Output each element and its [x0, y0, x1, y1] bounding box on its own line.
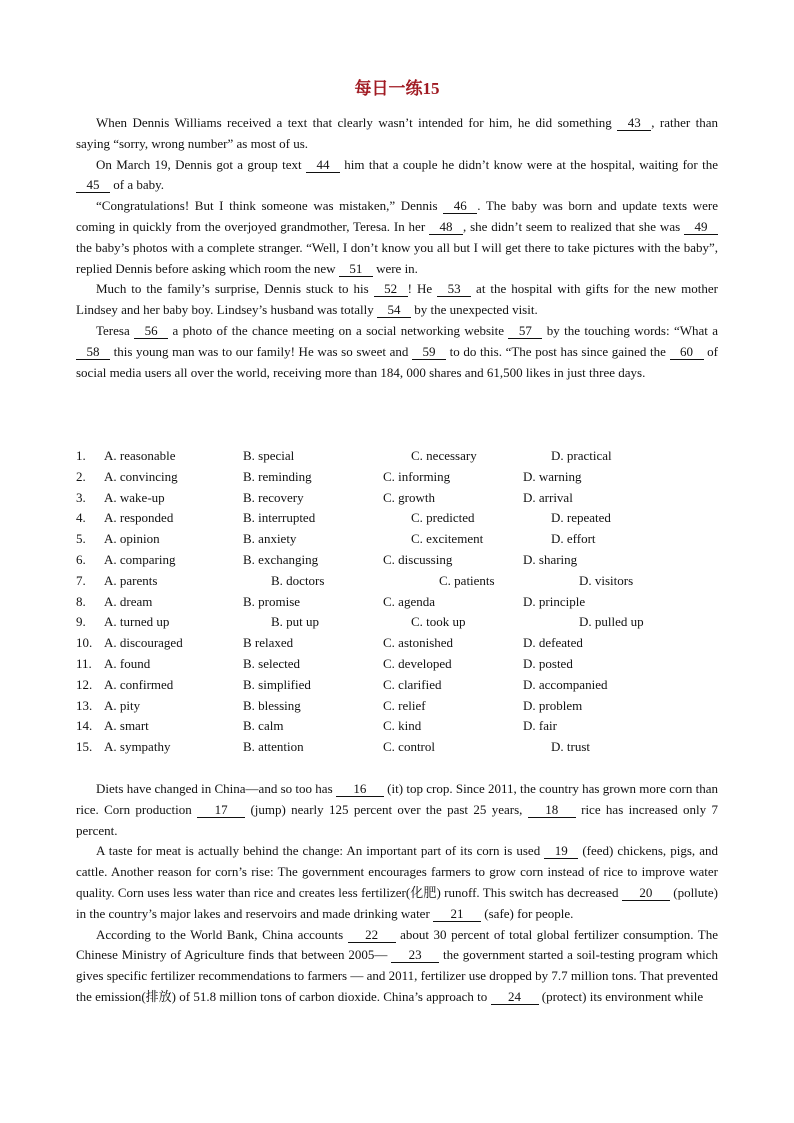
option-b: B. interrupted [243, 510, 316, 526]
paragraph [76, 279, 718, 321]
passage-cloze [76, 113, 718, 383]
text-run: (safe) for people. [481, 905, 574, 921]
option-d: D. defeated [523, 635, 583, 651]
option-row [76, 467, 736, 488]
blank-number: 51 [339, 261, 373, 277]
option-c: C. informing [383, 468, 451, 484]
option-number: 3. [76, 489, 86, 505]
option-number: 8. [76, 593, 86, 609]
option-b: B. anxiety [243, 531, 297, 547]
text-run: (pollute) in the country’s major lakes and reservoirs and made drinking water [76, 884, 718, 921]
option-c: C. necessary [411, 448, 477, 463]
option-number: 9. [76, 614, 86, 630]
text-run: of social media users all over the world, receiving more than 184, 000 shares and 61,500 likes in just three days. [76, 343, 718, 380]
blank-number: 16 [336, 781, 384, 797]
option-number: 1. [76, 448, 86, 463]
option-number: 4. [76, 510, 86, 526]
option-b: B. selected [243, 655, 301, 671]
paragraph [76, 321, 718, 383]
option-c: C. astonished [383, 635, 454, 651]
option-a: A. comparing [104, 551, 176, 567]
text-run: (it) top crop. Since 2011, the country has grown more corn than rice. Corn production [76, 781, 718, 817]
option-d: D. principle [523, 593, 586, 609]
option-number: 15. [76, 739, 93, 755]
blank-number: 60 [670, 344, 704, 360]
option-number: 2. [76, 468, 86, 484]
option-b: B. reminding [243, 468, 312, 484]
option-c: C. predicted [411, 510, 475, 526]
option-c: C. relief [383, 697, 426, 713]
blank-number: 59 [412, 344, 446, 360]
option-number: 13. [76, 697, 93, 713]
passage-grammar-fill [76, 779, 718, 1008]
text-run: (jump) nearly 125 percent over the past 25 years, [245, 801, 528, 817]
option-a: A. confirmed [104, 676, 174, 692]
option-a: A. parents [104, 572, 158, 588]
option-row [76, 488, 736, 509]
option-b: B. put up [271, 614, 320, 630]
blank-number: 54 [377, 302, 411, 318]
option-row [76, 550, 736, 571]
option-number: 7. [76, 572, 86, 588]
option-row [76, 696, 736, 717]
blank-number: 56 [134, 323, 168, 339]
option-number: 10. [76, 635, 93, 651]
option-c: C. discussing [383, 551, 453, 567]
text-run: . The baby was born and update texts were coming in quickly from the overjoyed grandmother, Teresa. In her [76, 198, 718, 234]
option-a: A. discouraged [104, 635, 183, 651]
option-c: C. patients [439, 572, 495, 588]
option-row [76, 612, 736, 633]
option-d: D. pulled up [579, 614, 644, 630]
option-c: C. excitement [411, 531, 484, 547]
option-a: A. sympathy [104, 739, 171, 755]
text-run: a photo of the chance meeting on a social networking website [168, 322, 509, 338]
text-run: at the hospital with gifts for the new mother Lindsey and her baby boy. Lindsey’s husband was totally [76, 281, 718, 318]
option-row [76, 737, 736, 758]
option-d: D. accompanied [523, 676, 608, 692]
text-run: On March 19, Dennis got a group text [96, 156, 306, 172]
option-d: D. arrival [523, 489, 573, 505]
text-run: Teresa [96, 322, 135, 338]
paragraph [76, 841, 718, 924]
text-run: , rather than saying “sorry, wrong number” as most of us. [76, 115, 718, 151]
text-run: (protect) its environment while [538, 988, 704, 1004]
text-run: to do this. “The post has since gained the [445, 343, 670, 359]
text-run: this young man was to our family! He was so sweet and [110, 343, 412, 359]
blank-number: 49 [684, 219, 718, 235]
paragraph [76, 113, 718, 155]
option-row [76, 654, 736, 675]
option-a: A. pity [104, 697, 141, 713]
text-run: Diets have changed in China—and so too has [96, 781, 336, 796]
option-d: D. effort [551, 531, 596, 547]
text-run: by the unexpected visit. [411, 302, 538, 318]
option-b: B. special [243, 448, 295, 463]
option-b: B. calm [243, 718, 284, 734]
option-d: D. problem [523, 697, 583, 713]
blank-number: 17 [197, 802, 245, 818]
text-run: “Congratulations! But I think someone was mistaken,” Dennis [96, 198, 444, 214]
option-row [76, 446, 736, 467]
text-run: rice has increased only 7 percent. [76, 801, 718, 838]
blank-number: 20 [622, 885, 670, 901]
blank-number: 44 [306, 157, 340, 173]
option-d: D. visitors [579, 572, 634, 588]
page-title: 每日一练15 [354, 79, 440, 98]
text-run: Much to the family’s surprise, Dennis stuck to his [96, 281, 374, 297]
option-b: B. recovery [243, 489, 304, 505]
paragraph [76, 779, 718, 841]
option-row [76, 633, 736, 654]
paragraph [76, 925, 718, 1008]
text-run: were in. [372, 260, 418, 276]
option-number: 5. [76, 531, 86, 547]
option-c: C. took up [411, 614, 466, 630]
option-b: B. promise [243, 593, 301, 609]
option-b: B. exchanging [243, 551, 319, 567]
option-c: C. developed [383, 655, 452, 671]
text-run: the baby’s photos with a complete stranger. “Well, I don’t know you all but I will get there to take pictures with the baby”, replied Dennis before asking which room the new [76, 239, 718, 276]
option-a: A. turned up [104, 614, 170, 630]
option-number: 12. [76, 676, 93, 692]
option-row [76, 508, 736, 529]
option-d: D. repeated [551, 510, 611, 526]
option-number: 6. [76, 551, 86, 567]
text-run: (feed) chickens, pigs, and cattle. Another reason for corn’s rise: The government encourages farmers to grow corn instead of rice to improve water quality. Corn uses less water than rice and creates less fertilizer(化肥) runoff. This switch has decreased [76, 843, 718, 900]
option-c: C. control [383, 739, 435, 755]
blank-number: 19 [544, 843, 578, 859]
text-run: , she didn’t seem to realized that she was [463, 218, 684, 234]
options-list [76, 446, 736, 758]
option-b: B. attention [243, 739, 304, 755]
option-d: D. fair [523, 718, 557, 734]
option-a: A. found [104, 655, 151, 671]
option-b: B. simplified [243, 676, 311, 692]
blank-number: 48 [429, 219, 463, 235]
option-b: B. blessing [243, 697, 301, 713]
option-number: 11. [76, 655, 92, 671]
text-run: the government started a soil-testing program which gives specific fertilizer recommendations to farmers — and 2011, fertilizer use dropped by 7.7 million tons. That prevented the emission(排放) of 51.8 million tons of carbon dioxide. China’s approach to [76, 947, 718, 1004]
option-d: D. warning [523, 468, 582, 484]
option-c: C. kind [383, 718, 422, 734]
option-row [76, 529, 736, 550]
text-run: ! He [407, 281, 438, 297]
option-a: A. convincing [104, 468, 178, 484]
option-c: C. agenda [383, 593, 435, 609]
option-number: 14. [76, 718, 93, 734]
text-run: A taste for meat is actually behind the change: An important part of its corn is used [96, 843, 545, 859]
option-a: A. opinion [104, 531, 160, 547]
option-b: B. doctors [271, 572, 325, 588]
option-row [76, 592, 736, 613]
paragraph [76, 196, 718, 279]
option-row [76, 571, 736, 592]
option-a: A. responded [104, 510, 174, 526]
blank-number: 53 [437, 281, 471, 297]
blank-number: 52 [374, 281, 408, 297]
option-c: C. clarified [383, 676, 442, 692]
option-d: D. posted [523, 655, 573, 671]
text-run: by the touching words: “What a [542, 322, 718, 338]
blank-number: 58 [76, 344, 110, 360]
blank-number: 57 [508, 323, 542, 339]
text-run: According to the World Bank, China accounts [96, 926, 348, 942]
option-row [76, 716, 736, 737]
blank-number: 21 [433, 906, 481, 922]
option-b: B relaxed [243, 635, 294, 651]
blank-number: 23 [391, 947, 439, 963]
option-d: D. practical [551, 448, 612, 463]
option-a: A. reasonable [104, 448, 176, 463]
blank-number: 18 [528, 802, 576, 818]
option-c: C. growth [383, 489, 435, 505]
blank-number: 24 [491, 989, 539, 1005]
paragraph [76, 155, 718, 197]
option-d: D. sharing [523, 551, 578, 567]
text-run: When Dennis Williams received a text that clearly wasn’t intended for him, he did something [96, 115, 618, 130]
text-run: him that a couple he didn’t know were at the hospital, waiting for the [339, 156, 718, 172]
option-d: D. trust [551, 739, 590, 755]
option-a: A. wake-up [104, 489, 165, 505]
blank-number: 43 [617, 115, 651, 131]
option-row [76, 675, 736, 696]
blank-number: 45 [76, 177, 110, 193]
option-a: A. dream [104, 593, 153, 609]
blank-number: 22 [348, 927, 396, 943]
text-run: about 30 percent of total global fertilizer consumption. The Chinese Ministry of Agriculture finds that between 2005— [76, 926, 718, 963]
text-run: of a baby. [110, 177, 165, 193]
blank-number: 46 [443, 198, 477, 214]
option-a: A. smart [104, 718, 149, 734]
